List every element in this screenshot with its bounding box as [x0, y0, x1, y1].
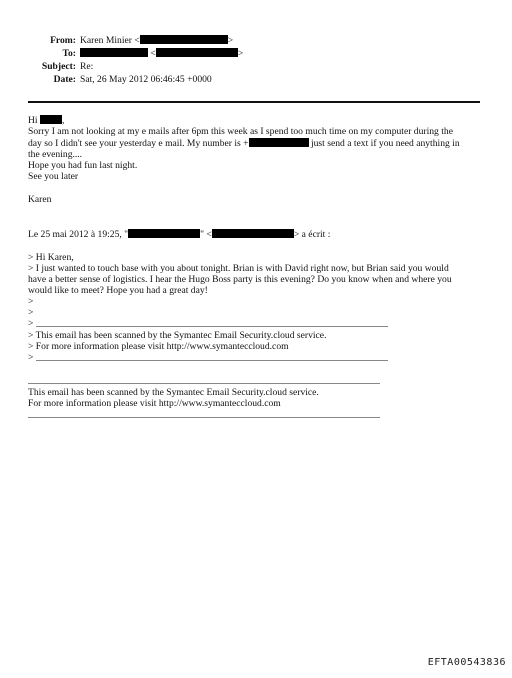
quote-intro: [28, 229, 330, 240]
quote-line-10: >: [28, 352, 34, 363]
footer-divider-top: [28, 383, 380, 384]
quote-line-5: >: [28, 296, 34, 307]
header-divider: [28, 101, 480, 103]
quote-intro-b: " <: [200, 229, 212, 240]
footer-line-1: This email has been scanned by the Symantec Email Security.cloud service.: [28, 387, 319, 398]
to-mid: <: [150, 48, 156, 59]
quote-line-2: > I just wanted to touch base with you about tonight. Brian is with David right now, but Brian said you would: [28, 263, 449, 274]
body-line-2: [28, 138, 460, 149]
body-line-2b: just send a text if you need anything in: [310, 138, 460, 149]
redaction-box: [156, 48, 238, 57]
body-line-5: See you later: [28, 171, 79, 182]
date-label: Date:: [53, 74, 76, 85]
quote-line-1: > Hi Karen,: [28, 252, 74, 263]
quote-line-4: would like to meet? Hope you had a great day!: [28, 285, 208, 296]
footer-divider-bottom: [28, 417, 380, 418]
body-line-3: the evening....: [28, 149, 83, 160]
quote-line-7: >: [28, 318, 34, 329]
quote-intro-a: Le 25 mai 2012 à 19:25, ": [28, 229, 129, 240]
greeting-punct: ,: [62, 115, 65, 126]
redaction-box: [249, 138, 309, 147]
redaction-box: [140, 35, 228, 44]
greeting: Hi: [28, 115, 38, 126]
greeting-line: [28, 115, 64, 126]
to-label: To:: [62, 48, 76, 59]
quote-line-3: have a better sense of logistics. I hear the Hugo Boss party is this evening? Do you know when and where you: [28, 274, 452, 285]
redaction-box: [80, 48, 148, 57]
from-label: From:: [50, 35, 76, 46]
subject-value: Re:: [80, 61, 94, 72]
quote-divider-top: [36, 326, 388, 327]
quote-divider-bottom: [36, 360, 388, 361]
date-value: Sat, 26 May 2012 06:46:45 +0000: [80, 74, 212, 85]
to-value: [80, 48, 243, 59]
document-id: EFTA00543836: [427, 657, 506, 668]
from-close: >: [227, 35, 234, 46]
subject-label: Subject:: [41, 61, 76, 72]
from-value: [80, 35, 233, 46]
signature: Karen: [28, 194, 52, 205]
from-name: Karen Minier <: [80, 35, 140, 46]
quote-line-6: >: [28, 307, 34, 318]
quote-intro-c: > a écrit :: [293, 229, 331, 240]
body-line-2a: day so I didn't see your yesterday e mail. My number is +: [28, 138, 249, 149]
redaction-box: [212, 229, 294, 238]
to-close: >: [237, 48, 244, 59]
quote-line-8: > This email has been scanned by the Symantec Email Security.cloud service.: [28, 330, 327, 341]
redaction-box: [40, 115, 65, 126]
redaction-box: [128, 229, 200, 238]
footer-line-2: For more information please visit http://www.symanteccloud.com: [28, 398, 281, 409]
quote-line-9: > For more information please visit http://www.symanteccloud.com: [28, 341, 289, 352]
body-line-4: Hope you had fun last night.: [28, 160, 138, 171]
body-line-1: Sorry I am not looking at my e mails after 6pm this week as I spend too much time on my computer during the: [28, 126, 453, 137]
